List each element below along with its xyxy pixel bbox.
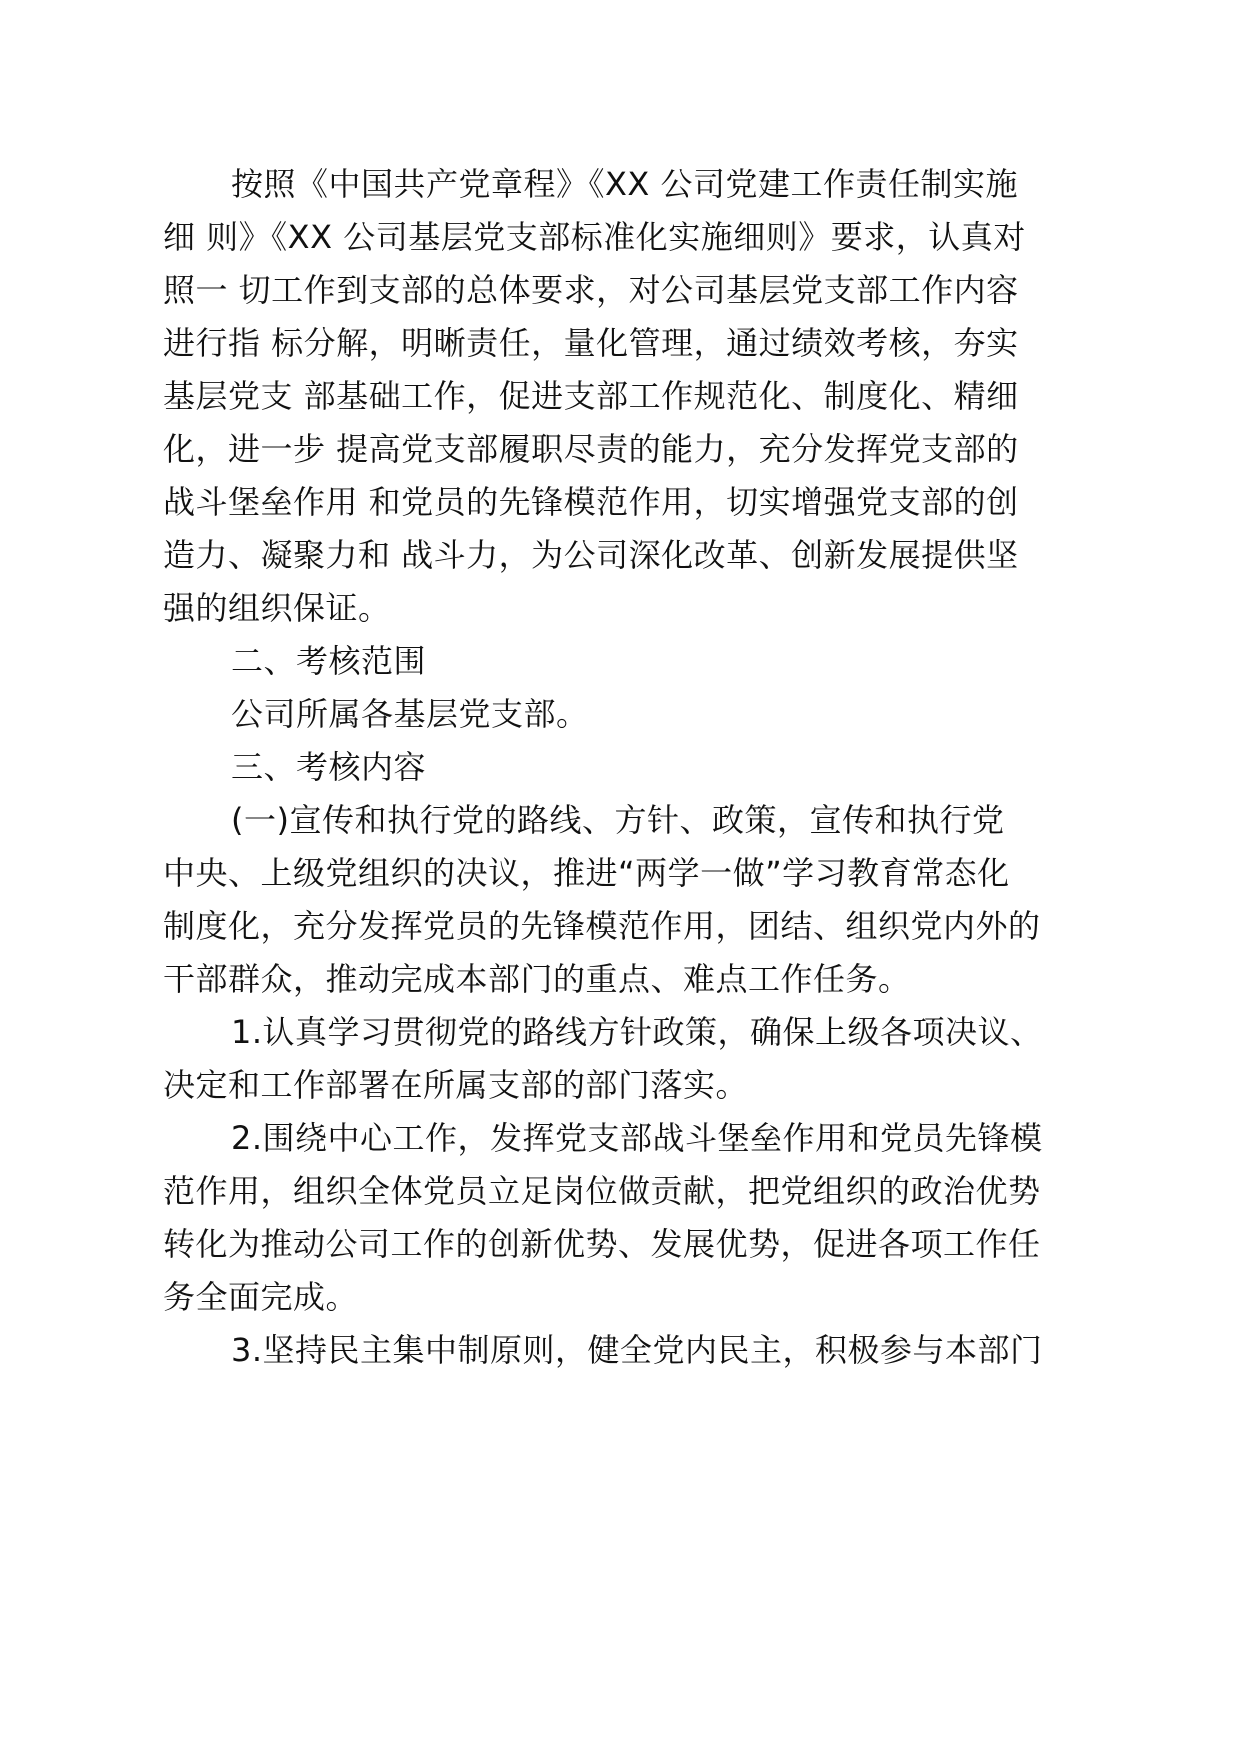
paragraph-1-line-2: 细 则》《XX 公司基层党支部标准化实施细则》要求，认真对 xyxy=(163,218,1026,256)
paragraph-1-line-1: 按照《中国共产党章程》《XX 公司党建工作责任制实施 xyxy=(231,165,1019,203)
item-1-line-1: 1.认真学习贯彻党的路线方针政策，确保上级各项决议、 xyxy=(231,1013,1043,1051)
paragraph-1-line-9: 强的组织保证。 xyxy=(163,589,391,627)
scope-text: 公司所属各基层党支部。 xyxy=(231,695,589,733)
item-2-line-2: 范作用，组织全体党员立足岗位做贡献，把党组织的政治优势 xyxy=(163,1172,1041,1210)
item-1-line-2: 决定和工作部署在所属支部的部门落实。 xyxy=(163,1066,749,1104)
item-2-line-1: 2.围绕中心工作，发挥党支部战斗堡垒作用和党员先锋模 xyxy=(231,1119,1043,1157)
paragraph-1-line-4: 进行指 标分解，明晰责任，量化管理，通过绩效考核，夯实 xyxy=(163,324,1019,362)
paragraph-1-line-6: 化，进一步 提高党支部履职尽责的能力，充分发挥党支部的 xyxy=(163,430,1019,468)
paragraph-1-line-7: 战斗堡垒作用 和党员的先锋模范作用，切实增强党支部的创 xyxy=(163,483,1019,521)
item-2-line-3: 转化为推动公司工作的创新优势、发展优势，促进各项工作任 xyxy=(163,1225,1041,1263)
section-1-line-1: (一)宣传和执行党的路线、方针、政策，宣传和执行党 xyxy=(231,801,1005,839)
section-1-line-3: 制度化，充分发挥党员的先锋模范作用，团结、组织党内外的 xyxy=(163,907,1041,945)
paragraph-1-line-5: 基层党支 部基础工作，促进支部工作规范化、制度化、精细 xyxy=(163,377,1019,415)
heading-assessment-content: 三、考核内容 xyxy=(231,748,427,786)
section-1-line-2: 中央、上级党组织的决议，推进“两学一做”学习教育常态化 xyxy=(163,854,1010,892)
heading-assessment-scope: 二、考核范围 xyxy=(231,642,427,680)
item-2-line-4: 务全面完成。 xyxy=(163,1278,359,1316)
section-1-line-4: 干部群众，推动完成本部门的重点、难点工作任务。 xyxy=(163,960,911,998)
paragraph-1-line-8: 造力、凝聚力和 战斗力，为公司深化改革、创新发展提供坚 xyxy=(163,536,1019,574)
paragraph-1-line-3: 照一 切工作到支部的总体要求，对公司基层党支部工作内容 xyxy=(163,271,1019,309)
item-3-line-1: 3.坚持民主集中制原则，健全党内民主，积极参与本部门 xyxy=(231,1331,1043,1369)
